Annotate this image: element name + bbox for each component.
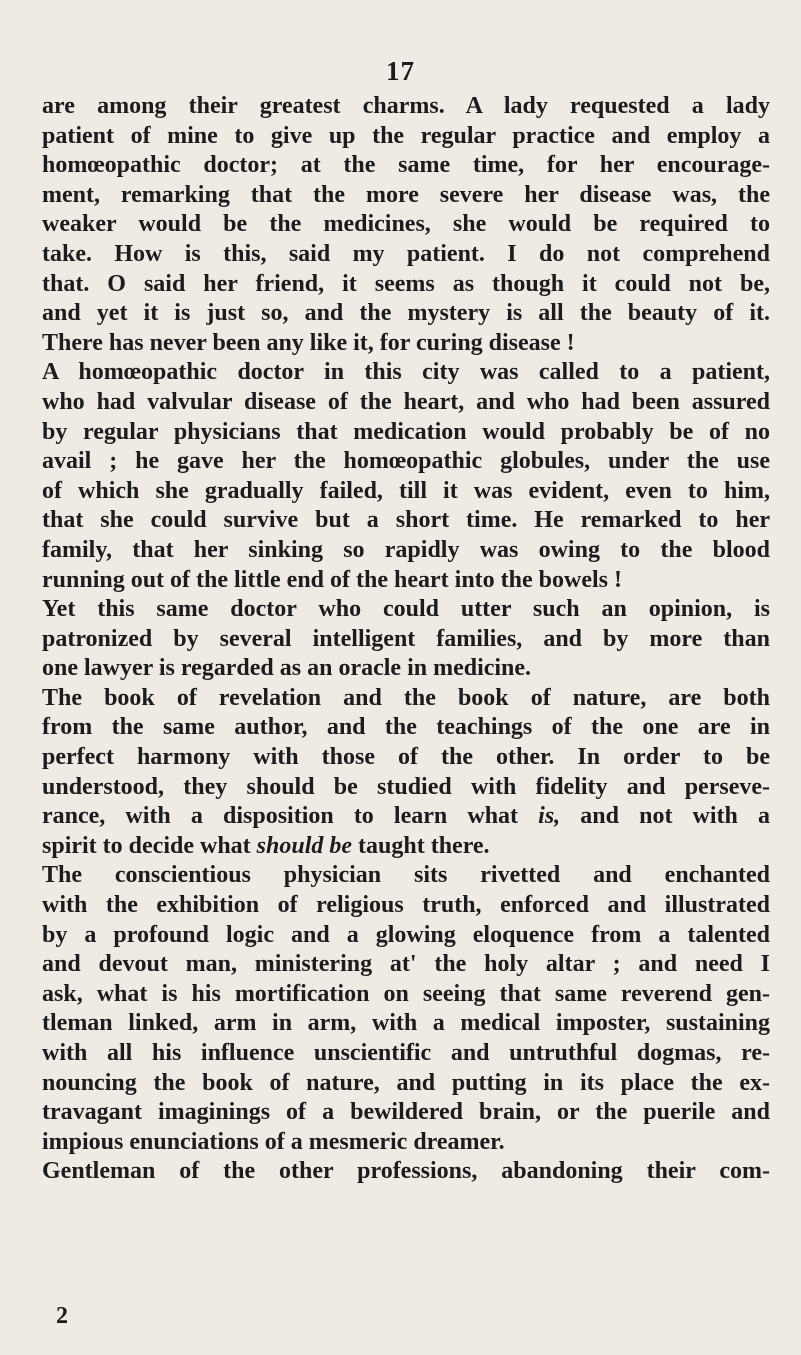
text-segment: taught there. — [352, 832, 490, 859]
text-line: from the same author, and the teachings of the one are in — [42, 714, 770, 741]
text-line: The conscientious physician sits rivetted and enchanted — [42, 862, 770, 889]
text-segment: spirit to decide what — [42, 832, 257, 859]
text-segment: rance, with a disposition to learn what — [42, 803, 539, 830]
text-line: by a profound logic and a glowing eloquence from a talented — [42, 921, 770, 948]
page-number: 17 — [386, 56, 415, 86]
text-line: tleman linked, arm in arm, with a medical imposter, sustaining — [42, 1010, 770, 1037]
text-line: patronized by several intelligent families, and by more than — [42, 625, 770, 652]
text-line: that. O said her friend, it seems as though it could not be, — [42, 270, 770, 297]
text-line: take. How is this, said my patient. I do not comprehend — [42, 240, 770, 267]
text-line: patient of mine to give up the regular practice and employ a — [42, 122, 770, 149]
signature-mark: 2 — [56, 1303, 68, 1329]
text-line: Gentleman of the other professions, abandoning their com- — [42, 1158, 770, 1185]
text-line: impious enunciations of a mesmeric dreamer. — [42, 1128, 505, 1155]
text-line: that she could survive but a short time. He remarked to her — [42, 507, 770, 534]
text-segment: and not with a — [560, 803, 771, 830]
text-line: perfect harmony with those of the other. In order to be — [42, 744, 770, 771]
text-line: by regular physicians that medication would probably be of no — [42, 418, 770, 445]
text-line: ment, remarking that the more severe her disease was, the — [42, 181, 770, 208]
italic-text: should be — [256, 832, 353, 859]
text-line: The book of revelation and the book of nature, are both — [42, 684, 770, 711]
text-line: and devout man, ministering at' the holy altar ; and need I — [42, 951, 770, 978]
text-line: and yet it is just so, and the mystery is all the beauty of it. — [42, 300, 770, 327]
text-line: with all his influence unscientific and untruthful dogmas, re- — [42, 1040, 770, 1066]
text-line: ask, what is his mortification on seeing that same reverend gen- — [42, 980, 770, 1007]
text-line: nouncing the book of nature, and putting in its place the ex- — [42, 1069, 770, 1096]
text-line: weaker would be the medicines, she would be required to — [42, 211, 770, 238]
text-line: homœopathic doctor; at the same time, for her encourage- — [42, 152, 770, 179]
text-line: travagant imaginings of a bewildered brain, or the puerile and — [42, 1099, 770, 1126]
text-line — [42, 802, 770, 832]
text-line: There has never been any like it, for curing disease ! — [42, 329, 575, 356]
text-line: A homœopathic doctor in this city was called to a patient, — [42, 359, 770, 386]
text-line: family, that her sinking so rapidly was owing to the blood — [42, 536, 770, 563]
text-line: who had valvular disease of the heart, and who had been assured — [42, 388, 770, 415]
text-line — [42, 832, 770, 862]
text-line: of which she gradually failed, till it was evident, even to him, — [42, 477, 770, 504]
text-line: Yet this same doctor who could utter such an opinion, is — [42, 596, 770, 623]
text-line: one lawyer is regarded as an oracle in medicine. — [42, 655, 532, 682]
body-text — [42, 92, 770, 1187]
italic-text: is, — [538, 803, 561, 830]
text-line: running out of the little end of the heart into the bowels ! — [42, 566, 622, 593]
text-line: understood, they should be studied with fidelity and perseve- — [42, 773, 770, 800]
text-line: with the exhibition of religious truth, enforced and illustrated — [42, 892, 770, 919]
text-line: avail ; he gave her the homœopathic globules, under the use — [42, 448, 770, 475]
text-line: are among their greatest charms. A lady requested a lady — [42, 93, 770, 119]
